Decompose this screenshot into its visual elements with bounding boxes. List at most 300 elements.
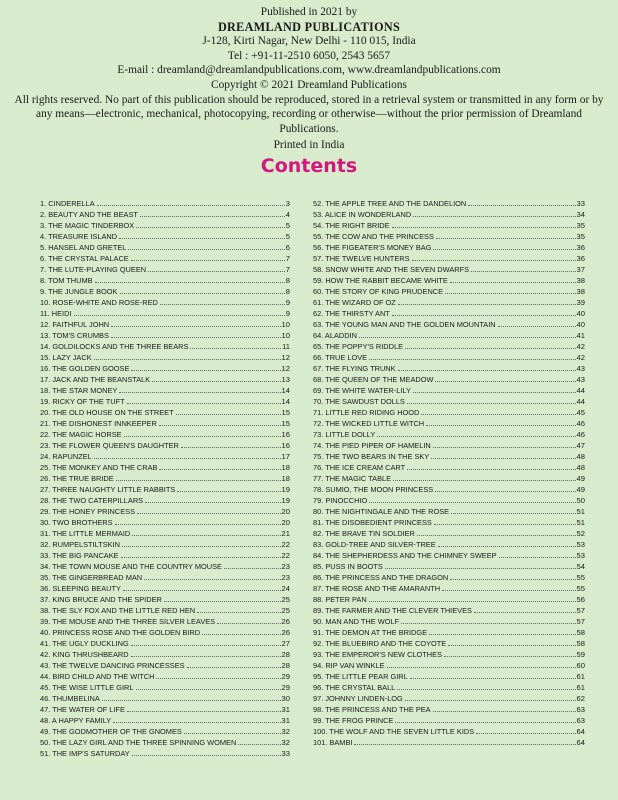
toc-entry-title: 44. BIRD CHILD AND THE WITCH bbox=[40, 672, 155, 681]
toc-entry-title: 49. THE GODMOTHER OF THE GNOMES bbox=[40, 727, 182, 736]
toc-entry bbox=[313, 451, 585, 462]
toc-entry-page: 38 bbox=[576, 287, 585, 296]
toc-entry-page: 19 bbox=[281, 496, 290, 505]
toc-entry-page: 7 bbox=[285, 254, 290, 263]
toc-entry bbox=[40, 253, 290, 264]
toc-entry-page: 32 bbox=[281, 727, 290, 736]
toc-entry bbox=[313, 616, 585, 627]
dot-leader bbox=[119, 392, 280, 393]
dot-leader bbox=[468, 205, 575, 206]
toc-entry-title: 62. THE THIRSTY ANT bbox=[313, 309, 390, 318]
toc-entry bbox=[313, 242, 585, 253]
toc-entry-page: 48 bbox=[576, 463, 585, 472]
toc-entry-title: 20. THE OLD HOUSE ON THE STREET bbox=[40, 408, 174, 417]
toc-entry bbox=[313, 495, 585, 506]
toc-entry bbox=[313, 396, 585, 407]
dot-leader bbox=[369, 359, 575, 360]
toc-entry-page: 27 bbox=[281, 639, 290, 648]
toc-entry-page: 61 bbox=[576, 672, 585, 681]
dot-leader bbox=[451, 513, 575, 514]
dot-leader bbox=[137, 513, 281, 514]
toc-entry bbox=[313, 605, 585, 616]
dot-leader bbox=[359, 337, 576, 338]
toc-entry-page: 23 bbox=[281, 573, 290, 582]
toc-entry-page: 20 bbox=[281, 518, 290, 527]
table-of-contents bbox=[40, 198, 585, 759]
toc-entry-title: 24. RAPUNZEL bbox=[40, 452, 92, 461]
toc-entry-title: 19. RICKY OF THE TUFT bbox=[40, 397, 125, 406]
toc-entry-page: 19 bbox=[281, 485, 290, 494]
toc-entry-title: 81. THE DISOBEDIENT PRINCESS bbox=[313, 518, 432, 527]
dot-leader bbox=[97, 205, 285, 206]
dot-leader bbox=[111, 337, 281, 338]
dot-leader bbox=[113, 722, 280, 723]
toc-entry-title: 16. THE GOLDEN GOOSE bbox=[40, 364, 130, 373]
toc-entry bbox=[40, 385, 290, 396]
toc-entry-page: 55 bbox=[576, 584, 585, 593]
toc-entry bbox=[313, 561, 585, 572]
dot-leader bbox=[144, 579, 280, 580]
toc-entry-title: 71. LITTLE RED RIDING HOOD bbox=[313, 408, 420, 417]
dot-leader bbox=[119, 238, 285, 239]
toc-entry bbox=[40, 352, 290, 363]
dot-leader bbox=[145, 502, 280, 503]
toc-entry-page: 56 bbox=[576, 595, 585, 604]
dot-leader bbox=[405, 348, 576, 349]
dot-leader bbox=[176, 414, 281, 415]
toc-entry-page: 51 bbox=[576, 507, 585, 516]
toc-entry-page: 7 bbox=[285, 265, 290, 274]
toc-entry bbox=[40, 484, 290, 495]
toc-entry-title: 64. ALADDIN bbox=[313, 331, 357, 340]
dot-leader bbox=[435, 491, 575, 492]
toc-entry bbox=[40, 341, 290, 352]
dot-leader bbox=[407, 469, 575, 470]
dot-leader bbox=[116, 480, 281, 481]
toc-entry-page: 48 bbox=[576, 452, 585, 461]
toc-entry-title: 6. THE CRYSTAL PALACE bbox=[40, 254, 129, 263]
toc-entry-title: 86. THE PRINCESS AND THE DRAGON bbox=[313, 573, 449, 582]
toc-entry bbox=[313, 385, 585, 396]
toc-entry bbox=[313, 374, 585, 385]
dot-leader bbox=[397, 689, 575, 690]
dot-leader bbox=[377, 436, 575, 437]
copyright-line: Copyright © 2021 Dreamland Publications bbox=[211, 78, 407, 91]
toc-entry-title: 70. THE SAWDUST DOLLS bbox=[313, 397, 405, 406]
toc-entry-page: 61 bbox=[576, 683, 585, 692]
dot-leader bbox=[471, 271, 576, 272]
toc-entry-title: 79. PINOCCHIO bbox=[313, 496, 368, 505]
toc-entry-page: 39 bbox=[576, 298, 585, 307]
toc-entry-title: 53. ALICE IN WONDERLAND bbox=[313, 210, 412, 219]
dot-leader bbox=[413, 392, 576, 393]
toc-entry bbox=[313, 638, 585, 649]
toc-entry-title: 98. THE PRINCESS AND THE PEA bbox=[313, 705, 431, 714]
dot-leader bbox=[132, 755, 281, 756]
toc-entry-page: 44 bbox=[576, 386, 585, 395]
toc-entry-title: 61. THE WIZARD OF OZ bbox=[313, 298, 396, 307]
toc-entry-title: 23. THE FLOWER QUEEN'S DAUGHTER bbox=[40, 441, 179, 450]
toc-entry-page: 17 bbox=[281, 452, 290, 461]
dot-leader bbox=[499, 557, 576, 558]
toc-entry-page: 37 bbox=[576, 265, 585, 274]
toc-entry-page: 51 bbox=[576, 518, 585, 527]
dot-leader bbox=[405, 700, 576, 701]
toc-entry bbox=[313, 418, 585, 429]
toc-entry-page: 12 bbox=[281, 353, 290, 362]
toc-entry-page: 25 bbox=[281, 595, 290, 604]
toc-entry-page: 42 bbox=[576, 353, 585, 362]
toc-entry-page: 58 bbox=[576, 628, 585, 637]
toc-entry bbox=[313, 462, 585, 473]
toc-entry bbox=[40, 594, 290, 605]
dot-leader bbox=[434, 524, 576, 525]
dot-leader bbox=[410, 678, 576, 679]
dot-leader bbox=[395, 722, 575, 723]
toc-entry-page: 53 bbox=[576, 540, 585, 549]
toc-entry-page: 40 bbox=[576, 309, 585, 318]
toc-entry-title: 26. THE TRUE BRIDE bbox=[40, 474, 114, 483]
toc-entry-title: 55. THE COW AND THE PRINCESS bbox=[313, 232, 434, 241]
toc-entry bbox=[40, 264, 290, 275]
toc-entry-title: 47. THE WATER OF LIFE bbox=[40, 705, 125, 714]
toc-entry-title: 97. JOHNNY LINDEN-LOG bbox=[313, 694, 403, 703]
toc-entry-page: 30 bbox=[281, 694, 290, 703]
dot-leader bbox=[202, 634, 281, 635]
toc-entry-title: 73. LITTLE DOLLY bbox=[313, 430, 376, 439]
toc-entry-page: 12 bbox=[281, 364, 290, 373]
toc-entry-page: 14 bbox=[281, 386, 290, 395]
toc-entry bbox=[40, 572, 290, 583]
dot-leader bbox=[127, 403, 281, 404]
toc-entry bbox=[313, 253, 585, 264]
toc-entry-title: 18. THE STAR MONEY bbox=[40, 386, 118, 395]
toc-entry-title: 101. BAMBI bbox=[313, 738, 353, 747]
contents-heading: Contents bbox=[260, 155, 358, 178]
toc-entry-page: 54 bbox=[576, 562, 585, 571]
toc-entry bbox=[40, 418, 290, 429]
toc-entry-title: 93. THE EMPEROR'S NEW CLOTHES bbox=[313, 650, 442, 659]
toc-entry-page: 46 bbox=[576, 419, 585, 428]
toc-entry-title: 15. LAZY JACK bbox=[40, 353, 92, 362]
dot-leader bbox=[401, 623, 575, 624]
toc-entry bbox=[40, 297, 290, 308]
toc-entry-title: 59. HOW THE RABBIT BECAME WHITE bbox=[313, 276, 448, 285]
dot-leader bbox=[238, 744, 280, 745]
toc-entry bbox=[40, 374, 290, 385]
toc-entry bbox=[40, 319, 290, 330]
publisher-name: DREAMLAND PUBLICATIONS bbox=[217, 19, 401, 34]
toc-entry-page: 64 bbox=[576, 738, 585, 747]
toc-entry bbox=[313, 506, 585, 517]
dot-leader bbox=[156, 678, 280, 679]
dot-leader bbox=[120, 293, 285, 294]
toc-entry-title: 14. GOLDILOCKS AND THE THREE BEARS bbox=[40, 342, 189, 351]
toc-entry bbox=[313, 693, 585, 704]
dot-leader bbox=[160, 304, 285, 305]
dot-leader bbox=[392, 315, 576, 316]
toc-entry bbox=[40, 275, 290, 286]
dot-leader bbox=[184, 733, 281, 734]
toc-entry bbox=[40, 495, 290, 506]
toc-entry-page: 62 bbox=[576, 694, 585, 703]
dot-leader bbox=[498, 326, 576, 327]
toc-entry-title: 90. MAN AND THE WOLF bbox=[313, 617, 400, 626]
toc-entry-page: 46 bbox=[576, 430, 585, 439]
toc-entry-page: 8 bbox=[285, 287, 290, 296]
toc-entry-title: 51. THE IMP'S SATURDAY bbox=[40, 749, 130, 758]
dot-leader bbox=[369, 601, 576, 602]
toc-entry bbox=[313, 341, 585, 352]
toc-entry bbox=[313, 594, 585, 605]
toc-entry-title: 17. JACK AND THE BEANSTALK bbox=[40, 375, 151, 384]
dot-leader bbox=[152, 381, 280, 382]
toc-entry bbox=[40, 220, 290, 231]
toc-entry bbox=[40, 682, 290, 693]
dot-leader bbox=[445, 293, 575, 294]
toc-entry-page: 64 bbox=[576, 727, 585, 736]
toc-entry bbox=[313, 407, 585, 418]
toc-entry-title: 56. THE FIGEATER'S MONEY BAG bbox=[313, 243, 432, 252]
toc-entry-page: 43 bbox=[576, 364, 585, 373]
toc-entry bbox=[40, 440, 290, 451]
toc-entry-title: 21. THE DISHONEST INNKEEPER bbox=[40, 419, 157, 428]
toc-entry bbox=[313, 286, 585, 297]
dot-leader bbox=[131, 370, 280, 371]
toc-entry-title: 100. THE WOLF AND THE SEVEN LITTLE KIDS bbox=[313, 727, 475, 736]
dot-leader bbox=[450, 579, 575, 580]
toc-entry bbox=[313, 726, 585, 737]
toc-entry-title: 96. THE CRYSTAL BALL bbox=[313, 683, 396, 692]
toc-entry-title: 87. THE ROSE AND THE AMARANTH bbox=[313, 584, 441, 593]
toc-entry-title: 99. THE FROG PRINCE bbox=[313, 716, 394, 725]
toc-entry-page: 34 bbox=[576, 210, 585, 219]
dot-leader bbox=[392, 227, 576, 228]
toc-entry-title: 45. THE WISE LITTLE GIRL bbox=[40, 683, 134, 692]
toc-entry-page: 36 bbox=[576, 254, 585, 263]
toc-entry-page: 20 bbox=[281, 507, 290, 516]
toc-entry-page: 26 bbox=[281, 617, 290, 626]
toc-entry-title: 67. THE FLYING TRUNK bbox=[313, 364, 396, 373]
toc-entry bbox=[40, 715, 290, 726]
toc-entry-title: 43. THE TWELVE DANCING PRINCESSES bbox=[40, 661, 185, 670]
dot-leader bbox=[187, 667, 281, 668]
toc-entry-title: 57. THE TWELVE HUNTERS bbox=[313, 254, 410, 263]
dot-leader bbox=[124, 436, 281, 437]
toc-entry-page: 32 bbox=[281, 738, 290, 747]
toc-entry-title: 4. TREASURE ISLAND bbox=[40, 232, 118, 241]
dot-leader bbox=[94, 458, 281, 459]
toc-entry bbox=[40, 242, 290, 253]
toc-entry bbox=[40, 605, 290, 616]
toc-entry-title: 63. THE YOUNG MAN AND THE GOLDEN MOUNTAIN bbox=[313, 320, 496, 329]
toc-entry-title: 2. BEAUTY AND THE BEAST bbox=[40, 210, 138, 219]
toc-entry-page: 8 bbox=[285, 276, 290, 285]
toc-entry-title: 3. THE MAGIC TINDERBOX bbox=[40, 221, 135, 230]
toc-entry-title: 72. THE WICKED LITTLE WITCH bbox=[313, 419, 425, 428]
toc-entry-title: 74. THE PIED PIPER OF HAMELIN bbox=[313, 441, 431, 450]
dot-leader bbox=[94, 359, 281, 360]
toc-entry bbox=[313, 352, 585, 363]
toc-entry-title: 33. THE BIG PANCAKE bbox=[40, 551, 119, 560]
toc-entry-title: 41. THE UGLY DUCKLING bbox=[40, 639, 129, 648]
toc-entry bbox=[313, 550, 585, 561]
toc-entry-page: 52 bbox=[576, 529, 585, 538]
toc-entry-page: 31 bbox=[281, 705, 290, 714]
dot-leader bbox=[442, 590, 576, 591]
dot-leader bbox=[121, 557, 281, 558]
toc-entry-page: 3 bbox=[285, 199, 290, 208]
toc-entry-title: 88. PETER PAN bbox=[313, 595, 367, 604]
publisher-telephone: Tel : +91-11-2510 6050, 2543 5657 bbox=[227, 49, 391, 62]
toc-entry bbox=[40, 396, 290, 407]
toc-entry-page: 36 bbox=[576, 243, 585, 252]
dot-leader bbox=[74, 315, 285, 316]
toc-entry-title: 30. TWO BROTHERS bbox=[40, 518, 113, 527]
publisher-address: J-128, Kirti Nagar, New Delhi - 110 015, India bbox=[202, 35, 416, 48]
toc-entry bbox=[40, 308, 290, 319]
toc-entry bbox=[313, 198, 585, 209]
toc-entry bbox=[313, 297, 585, 308]
toc-entry bbox=[40, 561, 290, 572]
toc-entry bbox=[40, 198, 290, 209]
dot-leader bbox=[433, 447, 576, 448]
dot-leader bbox=[181, 447, 281, 448]
toc-entry bbox=[40, 429, 290, 440]
dot-leader bbox=[407, 403, 576, 404]
dot-leader bbox=[417, 535, 576, 536]
toc-entry-title: 68. THE QUEEN OF THE MEADOW bbox=[313, 375, 434, 384]
toc-entry-page: 33 bbox=[576, 199, 585, 208]
dot-leader bbox=[398, 370, 576, 371]
toc-entry-title: 35. THE GINGERBREAD MAN bbox=[40, 573, 143, 582]
toc-entry-title: 25. THE MONKEY AND THE CRAB bbox=[40, 463, 158, 472]
toc-entry-page: 45 bbox=[576, 408, 585, 417]
toc-entry-page: 41 bbox=[576, 331, 585, 340]
toc-column-left bbox=[40, 198, 290, 759]
toc-entry bbox=[40, 616, 290, 627]
toc-entry-title: 39. THE MOUSE AND THE THREE SILVER LEAVES bbox=[40, 617, 216, 626]
toc-entry bbox=[40, 517, 290, 528]
toc-entry bbox=[40, 550, 290, 561]
toc-entry-page: 59 bbox=[576, 650, 585, 659]
toc-entry-title: 34. THE TOWN MOUSE AND THE COUNTRY MOUSE bbox=[40, 562, 222, 571]
toc-entry-page: 38 bbox=[576, 276, 585, 285]
toc-entry bbox=[313, 231, 585, 242]
toc-entry-page: 50 bbox=[576, 496, 585, 505]
toc-entry bbox=[313, 704, 585, 715]
dot-leader bbox=[111, 326, 280, 327]
toc-entry bbox=[313, 264, 585, 275]
toc-entry bbox=[40, 330, 290, 341]
toc-entry-title: 5. HANSEL AND GRETEL bbox=[40, 243, 127, 252]
toc-entry bbox=[313, 319, 585, 330]
toc-entry bbox=[40, 704, 290, 715]
toc-entry-title: 50. THE LAZY GIRL AND THE THREE SPINNING WOMEN bbox=[40, 738, 237, 747]
toc-entry-page: 47 bbox=[576, 441, 585, 450]
toc-entry bbox=[313, 671, 585, 682]
publisher-email: E-mail : dreamland@dreamlandpublications.com, www.dreamlandpublications.com bbox=[117, 64, 501, 77]
toc-entry-page: 35 bbox=[576, 232, 585, 241]
dot-leader bbox=[433, 711, 576, 712]
toc-entry bbox=[40, 462, 290, 473]
toc-entry-page: 15 bbox=[281, 419, 290, 428]
toc-entry bbox=[40, 726, 290, 737]
toc-entry-title: 76. THE ICE CREAM CART bbox=[313, 463, 406, 472]
toc-entry-page: 6 bbox=[285, 243, 290, 252]
toc-entry-page: 13 bbox=[281, 375, 290, 384]
toc-entry-title: 1. CINDERELLA bbox=[40, 199, 95, 208]
toc-entry-title: 9. THE JUNGLE BOOK bbox=[40, 287, 118, 296]
toc-entry bbox=[40, 528, 290, 539]
toc-entry-page: 63 bbox=[576, 705, 585, 714]
toc-entry bbox=[40, 748, 290, 759]
dot-leader bbox=[164, 601, 281, 602]
dot-leader bbox=[127, 711, 281, 712]
toc-entry-page: 11 bbox=[282, 342, 290, 351]
toc-entry bbox=[313, 429, 585, 440]
toc-entry bbox=[313, 484, 585, 495]
dot-leader bbox=[131, 645, 281, 646]
toc-entry-title: 52. THE APPLE TREE AND THE DANDELION bbox=[313, 199, 467, 208]
toc-entry-page: 49 bbox=[576, 474, 585, 483]
dot-leader bbox=[450, 282, 576, 283]
dot-leader bbox=[159, 425, 281, 426]
toc-entry-title: 29. THE HONEY PRINCESS bbox=[40, 507, 136, 516]
dot-leader bbox=[476, 733, 575, 734]
toc-entry bbox=[40, 583, 290, 594]
toc-entry-title: 40. PRINCESS ROSE AND THE GOLDEN BIRD bbox=[40, 628, 201, 637]
toc-entry-page: 16 bbox=[281, 441, 290, 450]
toc-entry-page: 21 bbox=[281, 529, 290, 538]
toc-entry-title: 58. SNOW WHITE AND THE SEVEN DWARFS bbox=[313, 265, 470, 274]
toc-entry bbox=[40, 627, 290, 638]
toc-entry-title: 28. THE TWO CATERPILLARS bbox=[40, 496, 144, 505]
dot-leader bbox=[131, 656, 281, 657]
printed-in-line: Printed in India bbox=[273, 139, 345, 152]
toc-entry-page: 43 bbox=[576, 375, 585, 384]
toc-entry bbox=[313, 363, 585, 374]
dot-leader bbox=[448, 645, 575, 646]
toc-entry-page: 60 bbox=[576, 661, 585, 670]
toc-entry-page: 55 bbox=[576, 573, 585, 582]
toc-entry bbox=[313, 308, 585, 319]
toc-entry-title: 8. TOM THUMB bbox=[40, 276, 93, 285]
toc-entry-title: 37. KING BRUCE AND THE SPIDER bbox=[40, 595, 162, 604]
toc-entry bbox=[40, 451, 290, 462]
toc-entry-page: 35 bbox=[576, 221, 585, 230]
toc-entry-title: 11. HEIDI bbox=[40, 309, 72, 318]
toc-entry-title: 13. TOM'S CRUMBS bbox=[40, 331, 109, 340]
dot-leader bbox=[474, 612, 576, 613]
toc-entry-page: 4 bbox=[285, 210, 290, 219]
toc-entry bbox=[313, 539, 585, 550]
toc-entry-page: 63 bbox=[576, 716, 585, 725]
toc-entry-page: 29 bbox=[281, 683, 290, 692]
toc-entry-title: 91. THE DEMON AT THE BRIDGE bbox=[313, 628, 428, 637]
toc-entry-title: 95. THE LITTLE PEAR GIRL bbox=[313, 672, 408, 681]
toc-entry-title: 10. ROSE-WHITE AND ROSE-RED bbox=[40, 298, 158, 307]
dot-leader bbox=[131, 260, 285, 261]
dot-leader bbox=[398, 304, 576, 305]
toc-entry bbox=[313, 517, 585, 528]
toc-entry-title: 38. THE SLY FOX AND THE LITTLE RED HEN bbox=[40, 606, 196, 615]
toc-entry-title: 54. THE RIGHT BRIDE bbox=[313, 221, 390, 230]
dot-leader bbox=[102, 700, 281, 701]
toc-entry bbox=[40, 638, 290, 649]
toc-entry-page: 10 bbox=[281, 331, 290, 340]
toc-entry bbox=[313, 528, 585, 539]
